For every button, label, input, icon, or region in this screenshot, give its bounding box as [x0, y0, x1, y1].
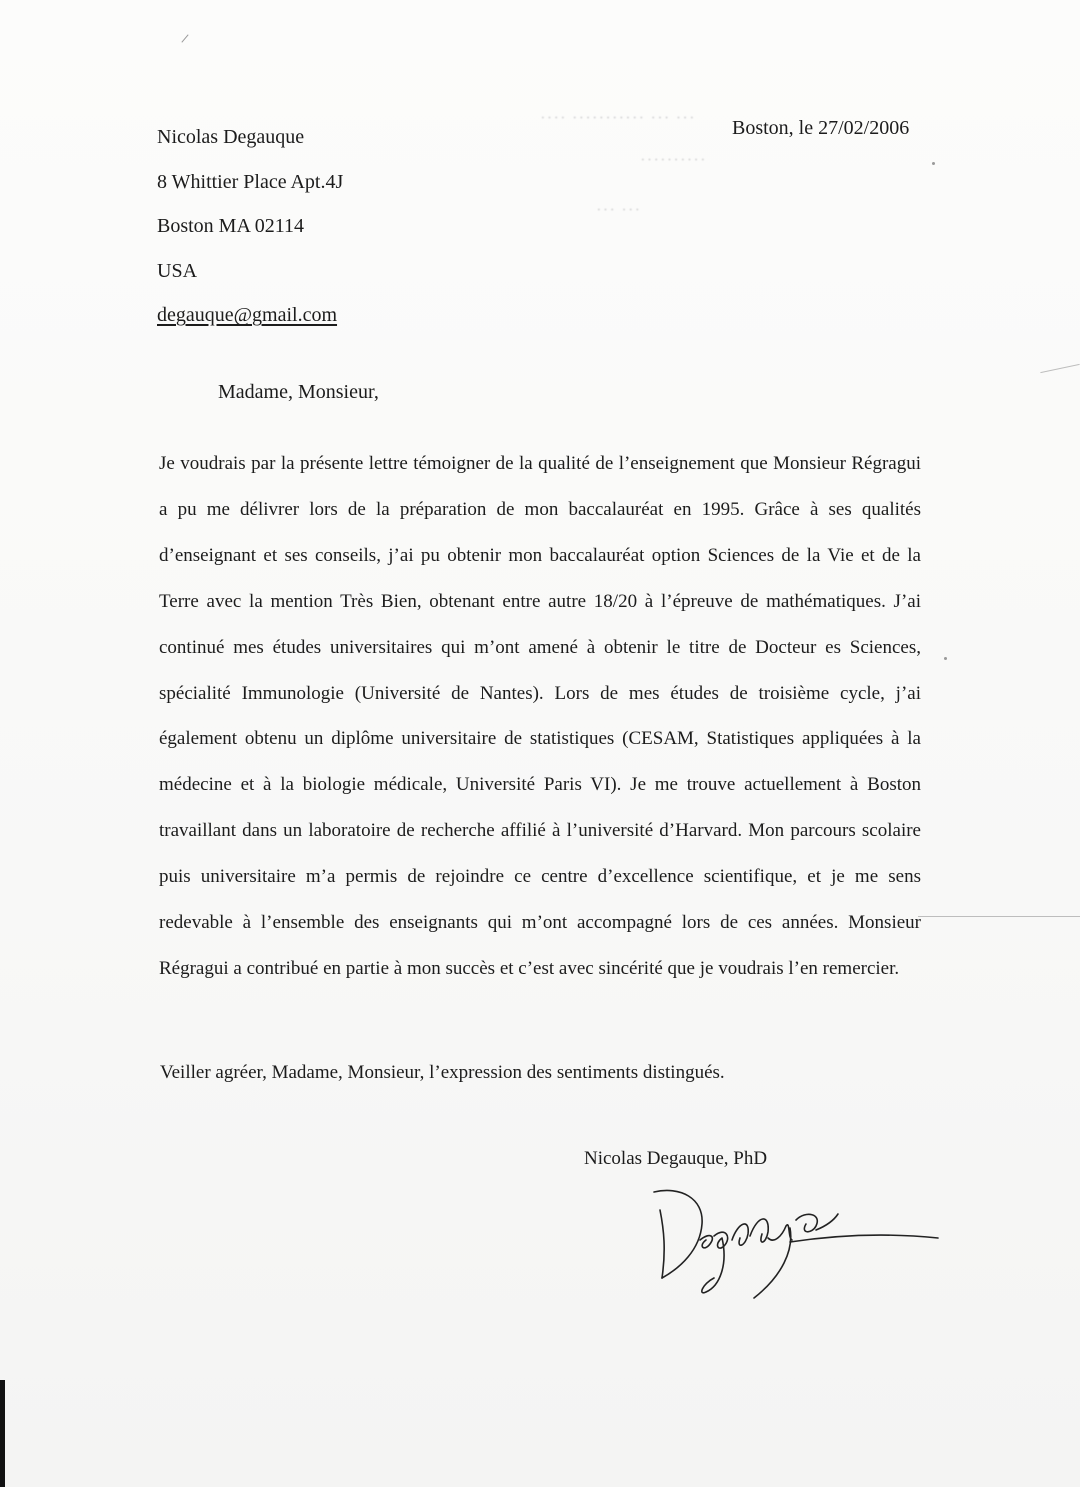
fold-crease [1040, 364, 1079, 373]
bleed-through-text: ·········· [640, 150, 707, 169]
salutation: Madame, Monsieur, [218, 381, 379, 403]
sender-country: USA [157, 259, 198, 282]
sender-name: Nicolas Degauque [157, 126, 305, 148]
scan-edge-shadow [0, 1380, 5, 1487]
fold-crease [918, 916, 1080, 917]
letter-body: Je voudrais par la présente lettre témoigner de la qualité de l’enseignement que Monsieur Régragui a pu me délivrer lors de la préparation de mon baccalauréat en 1995. Grâce à ses qualités d’enseignant et ses conseils, j’ai pu obtenir mon baccalauréat option Sciences de la Vie et de la Terre avec la mention Très Bien, obtenant entre autre 18/20 à l’épreuve de mathématiques. J’ai continué mes études universitaires qui m’ont amené à obtenir le titre de Docteur es Sciences, spécialité Immunologie (Université de Nantes). Lors de mes études de troisième cycle, j’ai également obtenu un diplôme universitaire de statistiques (CESAM, Statistiques appliquées à la médecine et à la biologie médicale, Université Paris VI). Je me trouve actuellement à Boston travaillant dans un laboratoire de recherche affilié à l’université d’Harvard. Mon parcours scolaire puis universitaire m’a permis de rejoindre ce centre d’excellence scientifique, et je me sens redevable à l’ensemble des enseignants qui m’ont accompagné lors de ces années. Monsieur Régragui a contribué en partie à mon succès et c’est avec sincérité que je voudrais l’en remercier. [159, 453, 921, 979]
sender-street: 8 Whittier Place Apt.4J [157, 170, 344, 193]
scan-speck [944, 657, 947, 660]
scan-speck [932, 162, 935, 165]
sender-email: degauque@gmail.com [157, 304, 338, 327]
closing-formula: Veiller agréer, Madame, Monsieur, l’expression des sentiments distingués. [160, 1062, 725, 1083]
sender-city: Boston MA 02114 [157, 215, 305, 238]
signer-name: Nicolas Degauque, PhD [584, 1148, 768, 1169]
place-date: Boston, le 27/02/2006 [732, 117, 910, 139]
handwritten-signature [640, 1180, 950, 1305]
scan-speck [181, 34, 188, 42]
sender-address-block [157, 115, 343, 338]
bleed-through-text: ··· ··· [596, 200, 642, 219]
bleed-through-text: ···· ··········· ··· ··· [540, 108, 696, 127]
